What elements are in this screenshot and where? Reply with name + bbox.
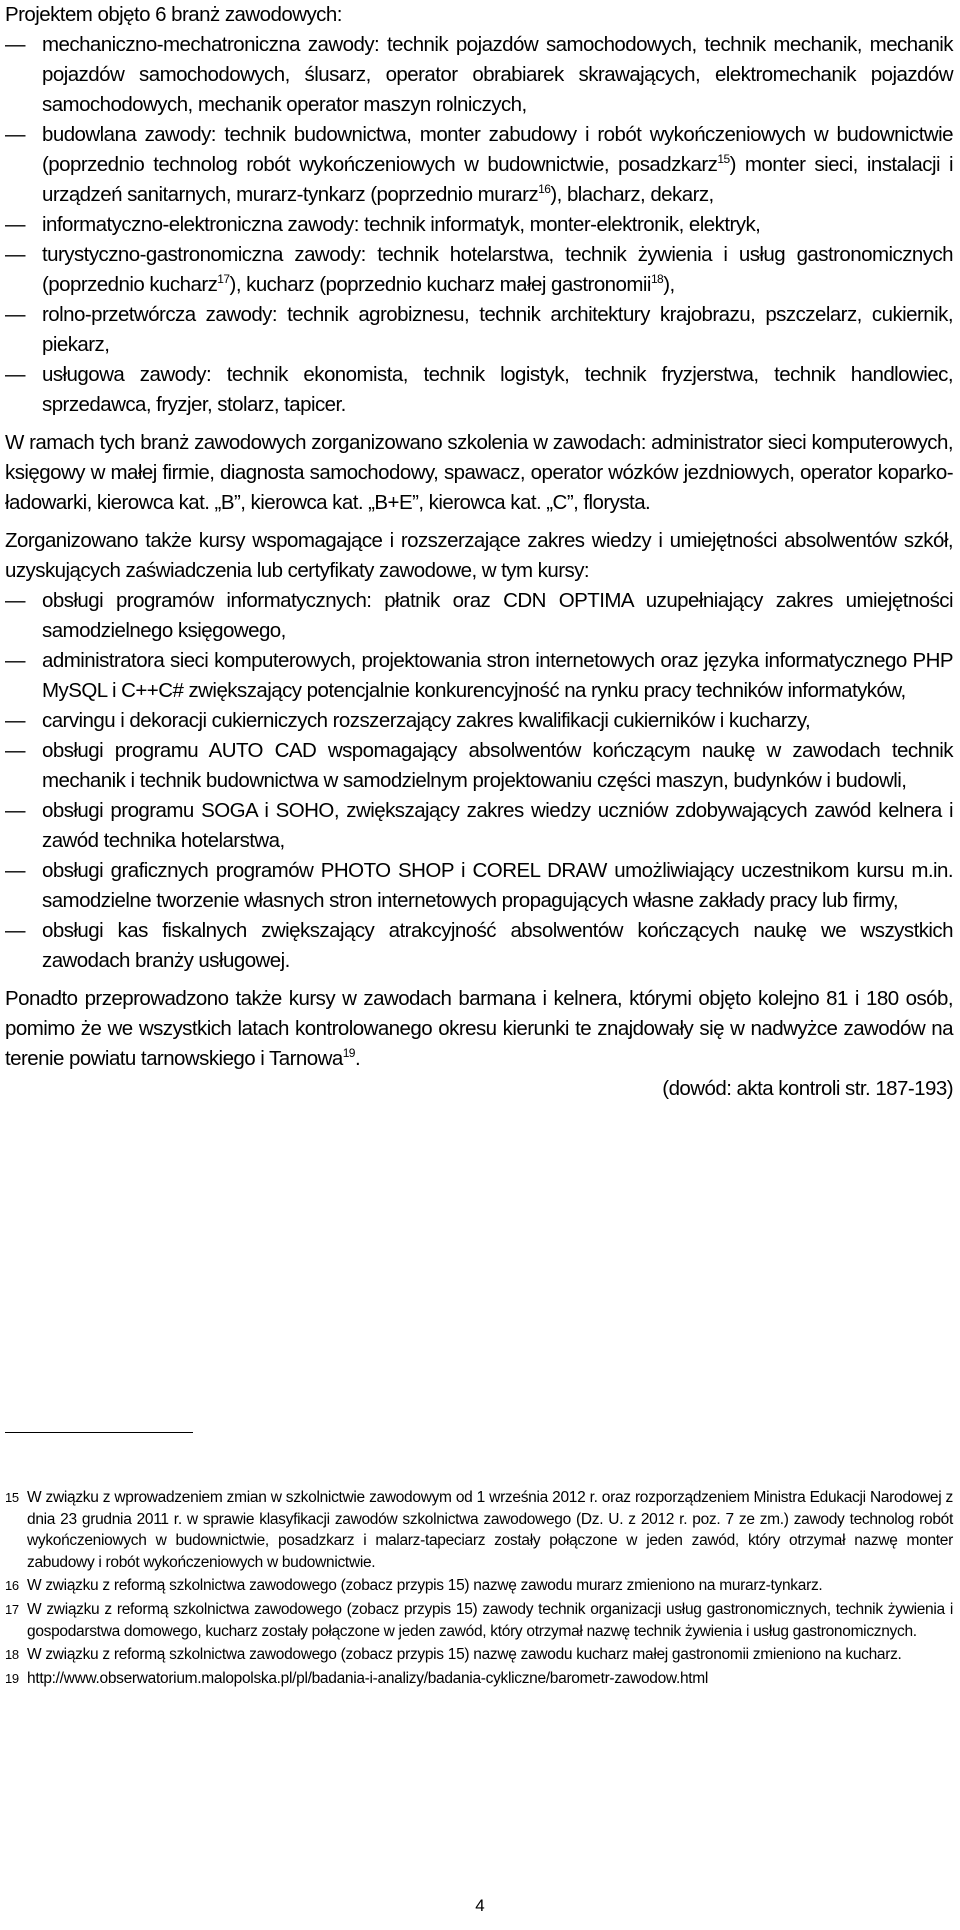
course-item bbox=[5, 586, 953, 646]
footnote-separator bbox=[5, 1432, 193, 1433]
footnote-text: W związku z wprowadzeniem zmian w szkolnictwie zawodowym od 1 września 2012 r. oraz rozporządzeniem Ministra Edukacji Narodowej z dnia 23 grudnia 2011 r. w sprawie klasyfikacji zawodów szkolnictwa zawodowego (Dz. U. z 2012 r. poz. 7 ze zm.) zawody technolog robót wykończeniowych w budownictwie, posadzkarz i malarz-tapeciarz zostały połączone w jeden zawód, który otrzymał nazwę monter zabudowy i robót wykończeniowych w budownictwie. bbox=[27, 1489, 953, 1571]
footnote-16 bbox=[5, 1575, 953, 1597]
footnote-text: W związku z reformą szkolnictwa zawodowego (zobacz przypis 15) nazwę zawodu murarz zmieniono na murarz-tynkarz. bbox=[27, 1577, 823, 1595]
dash-bullet: — bbox=[5, 303, 25, 326]
closing-text: Ponadto przeprowadzono także kursy w zawodach barmana i kelnera, którymi objęto kolejno 81 i 180 osób, pomimo że we wszystkich latach kontrolowanego okresu kierunki te znajdowały się w nadwyżce zawodów na terenie powiatu tarnowskiego i Tarnowa bbox=[5, 987, 953, 1070]
dash-bullet: — bbox=[5, 243, 25, 266]
course-text: obsługi graficznych programów PHOTO SHOP i COREL DRAW umożliwiający uczestnikom kursu m.in. samodzielne tworzenie własnych stron internetowych propagujących własne zakłady pracy lub firmy, bbox=[42, 859, 953, 912]
footnote-17 bbox=[5, 1599, 953, 1642]
branch-occupations: ) monter sieci, instalacji i urządzeń sanitarnych, murarz-tynkarz (poprzednio murarz bbox=[42, 153, 954, 206]
closing-paragraph bbox=[5, 984, 953, 1074]
main-text bbox=[5, 0, 953, 1104]
branch-occupations: ), bbox=[663, 273, 675, 296]
branch-occupations: zawody: technik agrobiznesu, technik architektury krajobrazu, pszczelarz, cukiernik, piekarz, bbox=[42, 303, 953, 356]
footnote-number: 19 bbox=[5, 1670, 19, 1686]
footnotes bbox=[5, 1487, 953, 1689]
footnote-text: W związku z reformą szkolnictwa zawodowego (zobacz przypis 15) zawody technik organizacji usług gastronomicznych, technik żywienia i gospodarstwa domowego, kucharz zostały połączone w jeden zawód, który otrzymał nazwę technik żywienia i usług gastronomicznych. bbox=[27, 1600, 953, 1640]
footnote-ref: 15 bbox=[717, 152, 730, 167]
branch-occupations: zawody: technik budownictwa, monter zabudowy i robót wykończeniowych w budownictwie (poprzednio technolog robót wykończeniowych w budownictwie, posadzkarz bbox=[42, 123, 953, 176]
course-item bbox=[5, 856, 953, 916]
branch-name: informatyczno-elektroniczna bbox=[42, 213, 283, 236]
branch-name: budowlana bbox=[42, 123, 137, 146]
course-text: obsługi programu AUTO CAD wspomagający absolwentów kończącym naukę w zawodach technik mechanik i technik budownictwa w samodzielnym projektowaniu części maszyn, budynków i budowli, bbox=[42, 739, 953, 792]
dash-bullet: — bbox=[5, 589, 25, 612]
branch-name: turystyczno-gastronomiczna bbox=[42, 243, 283, 266]
dash-bullet: — bbox=[5, 799, 25, 822]
branch-occupations: zawody: technik informatyk, monter-elektronik, elektryk, bbox=[282, 213, 761, 236]
footnote-18 bbox=[5, 1644, 953, 1666]
courses-intro-paragraph: Zorganizowano także kursy wspomagające i rozszerzające zakres wiedzy i umiejętności absolwentów szkół, uzyskujących zaświadczenia lub certyfikaty zawodowe, w tym kursy: bbox=[5, 529, 953, 582]
branch-occupations: zawody: technik ekonomista, technik logistyk, technik fryzjerstwa, technik handlowiec, sprzedawca, fryzjer, stolarz, tapicer. bbox=[42, 363, 953, 416]
footnote-number: 16 bbox=[5, 1578, 19, 1594]
footnote-ref: 17 bbox=[217, 272, 230, 287]
dash-bullet: — bbox=[5, 919, 25, 942]
footnote-19 bbox=[5, 1668, 953, 1690]
branch-occupations: zawody: technik hotelarstwa, technik żywienia i usług gastronomicznych (poprzednio kucharz bbox=[42, 243, 953, 296]
evidence-reference: (dowód: akta kontroli str. 187-193) bbox=[662, 1077, 953, 1100]
course-item bbox=[5, 706, 953, 736]
footnote-number: 17 bbox=[5, 1601, 19, 1617]
footnote-15 bbox=[5, 1487, 953, 1573]
page-number: 4 bbox=[475, 1896, 485, 1915]
footnote-number: 15 bbox=[5, 1490, 19, 1505]
course-text: obsługi programu SOGA i SOHO, zwiększający zakres wiedzy uczniów zdobywających zawód kelnera i zawód technika hotelarstwa, bbox=[42, 799, 953, 852]
footnote-ref: 18 bbox=[650, 272, 664, 287]
branch-occupations: zawody: technik pojazdów samochodowych, technik mechanik, mechanik pojazdów samochodowych, ślusarz, operator obrabiarek skrawających, elektromechanik pojazdów samochodowych, mechanik operator maszyn rolniczych, bbox=[42, 33, 953, 116]
closing-end: . bbox=[354, 1047, 361, 1070]
branch-occupations: ), blacharz, dekarz, bbox=[550, 183, 714, 206]
branch-name: usługowa bbox=[42, 363, 125, 386]
course-text: administratora sieci komputerowych, projektowania stron internetowych oraz języka informatycznego PHP MySQL i C++C# zwiększający potencjalnie konkurencyjność na rynku pracy techników informatyków, bbox=[42, 649, 953, 702]
dash-bullet: — bbox=[5, 739, 25, 762]
dash-bullet: — bbox=[5, 213, 25, 236]
footnote-ref: 19 bbox=[342, 1046, 355, 1061]
branch-item-tourism-gastronomy bbox=[5, 240, 953, 300]
course-item bbox=[5, 736, 953, 796]
dash-bullet: — bbox=[5, 123, 25, 146]
intro-paragraph: Projektem objęto 6 branż zawodowych: bbox=[5, 3, 342, 26]
branch-occupations: ), kucharz (poprzednio kucharz małej gastronomii bbox=[229, 273, 651, 296]
branch-item-mechatronics bbox=[5, 30, 953, 120]
branch-item-agri-processing bbox=[5, 300, 953, 360]
branch-item-it-electronics bbox=[5, 210, 953, 240]
dash-bullet: — bbox=[5, 649, 25, 672]
dash-bullet: — bbox=[5, 709, 25, 732]
course-item bbox=[5, 916, 953, 976]
branches-list bbox=[5, 30, 953, 420]
footnote-link[interactable]: http://www.obserwatorium.malopolska.pl/pl/badania-i-analizy/badania-cykliczne/barometr-zawodow.html bbox=[27, 1669, 709, 1687]
course-text: obsługi programów informatycznych: płatnik oraz CDN OPTIMA uzupełniający zakres umiejętności samodzielnego księgowego, bbox=[42, 589, 953, 642]
footnote-number: 18 bbox=[5, 1647, 19, 1663]
branch-item-construction bbox=[5, 120, 953, 210]
branch-item-services bbox=[5, 360, 953, 420]
course-item bbox=[5, 646, 953, 706]
dash-bullet: — bbox=[5, 363, 25, 386]
course-item bbox=[5, 796, 953, 856]
branch-name: rolno-przetwórcza bbox=[42, 303, 196, 326]
footnote-text: W związku z reformą szkolnictwa zawodowego (zobacz przypis 15) nazwę zawodu kucharz małej gastronomii zmieniono na kucharz. bbox=[27, 1646, 902, 1664]
dash-bullet: — bbox=[5, 33, 25, 56]
courses-list bbox=[5, 586, 953, 976]
course-text: carvingu i dekoracji cukierniczych rozszerzający zakres kwalifikacji cukierników i kucharzy, bbox=[42, 709, 811, 732]
training-paragraph: W ramach tych branż zawodowych zorganizowano szkolenia w zawodach: administrator sieci komputerowych, księgowy w małej firmie, diagnosta samochodowy, spawacz, operator wózków jezdniowych, operator koparko-ładowarki, kierowca kat. „B”, kierowca kat. „B+E”, kierowca kat. „C”, florysta. bbox=[5, 431, 953, 514]
dash-bullet: — bbox=[5, 859, 25, 882]
branch-name: mechaniczno-mechatroniczna bbox=[42, 33, 301, 56]
course-text: obsługi kas fiskalnych zwiększający atrakcyjność absolwentów kończących naukę we wszystkich zawodach branży usługowej. bbox=[42, 919, 953, 972]
footnote-ref: 16 bbox=[538, 182, 551, 197]
